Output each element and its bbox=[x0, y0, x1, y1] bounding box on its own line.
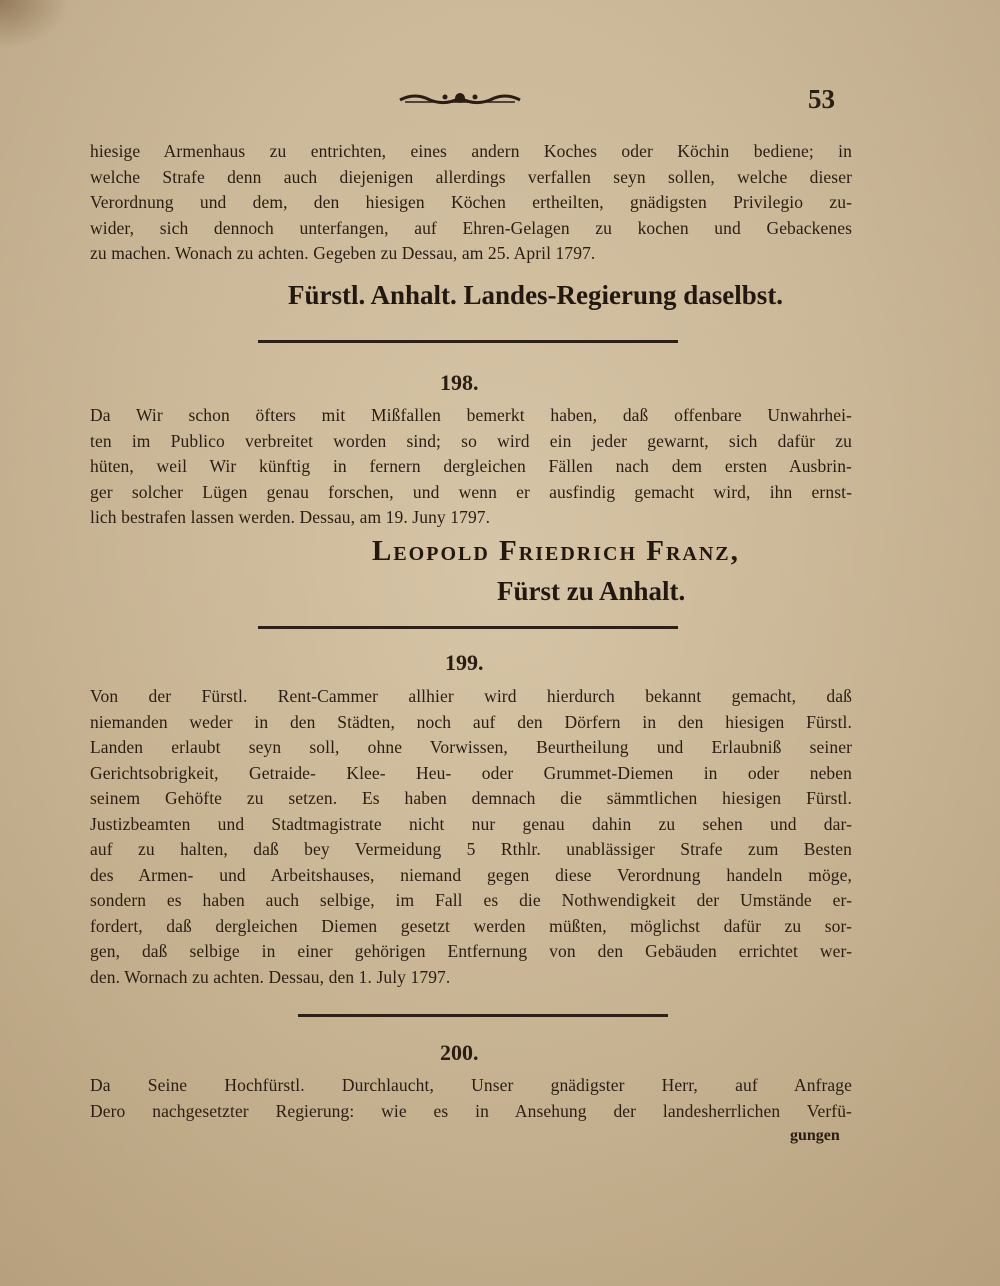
text-line: Verordnung und dem, den hiesigen Köchen ertheilten, gnädigsten Privilegio zu- bbox=[90, 192, 852, 212]
text-line: ger solcher Lügen genau forschen, und wenn er ausfindig gemacht wird, ihn ernst- bbox=[90, 481, 852, 502]
text-line: hiesige Armenhaus zu entrichten, eines andern Koches oder Köchin bediene; in bbox=[90, 141, 852, 161]
text-line: Von der Fürstl. Rent-Cammer allhier wird hierdurch bekannt gemacht, daß bbox=[90, 686, 852, 706]
intro-signature: Fürstl. Anhalt. Landes-Regierung daselbst. bbox=[288, 280, 784, 310]
text-line: Da Seine Hochfürstl. Durchlaucht, Unser gnädigster Herr, auf Anfrage bbox=[90, 1075, 852, 1095]
signature-name: Leopold Friedrich Franz, bbox=[372, 535, 740, 567]
section-divider bbox=[258, 626, 678, 629]
ornament-icon bbox=[395, 88, 525, 108]
catchword: gungen bbox=[790, 1127, 840, 1144]
text-line: hüten, weil Wir künftig in fernern dergleichen Fällen nach dem ersten Ausbrin- bbox=[90, 456, 852, 476]
text-line: lich bestrafen lassen werden. Dessau, am 19. Juny 1797. bbox=[90, 507, 491, 527]
text-line: Gerichtsobrigkeit, Getraide- Klee- Heu- oder Grummet-Diemen in oder neben bbox=[90, 762, 852, 783]
text-line: auf zu halten, daß bey Vermeidung 5 Rthlr. unablässiger Strafe zum Besten bbox=[90, 839, 852, 859]
text-line: des Armen- und Arbeitshauses, niemand gegen diese Verordnung handeln möge, bbox=[90, 864, 852, 885]
section-198-paragraph bbox=[90, 403, 852, 531]
text-line: seinem Gehöfte zu setzen. Es haben demnach die sämmtlichen hiesigen Fürstl. bbox=[90, 788, 852, 808]
section-divider bbox=[258, 340, 678, 343]
corner-stain bbox=[0, 0, 70, 50]
page-number: 53 bbox=[808, 84, 835, 114]
section-number-200: 200. bbox=[440, 1040, 479, 1065]
header-ornament bbox=[395, 88, 525, 108]
text-line: wider, sich dennoch unterfangen, auf Ehren-Gelagen zu kochen und Gebackenes bbox=[90, 217, 852, 238]
section-199-paragraph bbox=[90, 684, 852, 990]
text-line: den. Wornach zu achten. Dessau, den 1. July 1797. bbox=[90, 966, 451, 987]
text-line: sondern es haben auch selbige, im Fall es die Nothwendigkeit der Umstände er- bbox=[90, 890, 852, 910]
text-line: welche Strafe denn auch diejenigen allerdings verfallen seyn sollen, welche dieser bbox=[90, 166, 852, 187]
section-number-198: 198. bbox=[440, 370, 479, 395]
section-number-199: 199. bbox=[445, 650, 484, 675]
text-line: Dero nachgesetzter Regierung: wie es in Ansehung der landesherrlichen Verfü- bbox=[90, 1100, 852, 1121]
section-200-paragraph bbox=[90, 1073, 852, 1124]
text-line: fordert, daß dergleichen Diemen gesetzt werden müßten, möglichst dafür zu sor- bbox=[90, 915, 852, 936]
text-line: ten im Publico verbreitet worden sind; so wird ein jeder gewarnt, sich dafür zu bbox=[90, 430, 852, 451]
section-divider bbox=[298, 1014, 668, 1017]
intro-paragraph bbox=[90, 139, 852, 267]
text-line: Landen erlaubt seyn soll, ohne Vorwissen, Beurtheilung und Erlaubniß seiner bbox=[90, 737, 852, 757]
text-line: gen, daß selbige in einer gehörigen Entfernung von den Gebäuden errichtet wer- bbox=[90, 941, 852, 961]
text-line: Justizbeamten und Stadtmagistrate nicht nur genau dahin zu sehen und dar- bbox=[90, 813, 852, 834]
text-line: zu machen. Wonach zu achten. Gegeben zu Dessau, am 25. April 1797. bbox=[90, 243, 596, 263]
signature-title: Fürst zu Anhalt. bbox=[497, 576, 686, 606]
text-line: niemanden weder in den Städten, noch auf den Dörfern in den hiesigen Fürstl. bbox=[90, 711, 852, 732]
text-line: Da Wir schon öfters mit Mißfallen bemerkt haben, daß offenbare Unwahrhei- bbox=[90, 405, 852, 425]
